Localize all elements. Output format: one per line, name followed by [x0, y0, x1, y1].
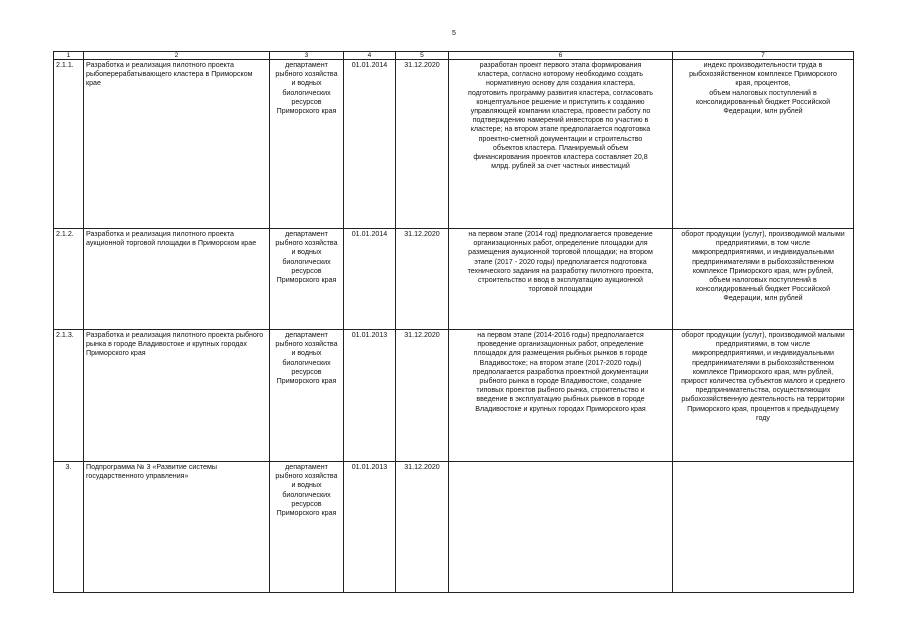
measure-name: Разработка и реализация пилотного проекта рыбного рынка в городе Владивостоке и крупных городах Приморского края — [84, 330, 270, 462]
column-number: 1 — [54, 52, 84, 60]
target-indicator: индекс производительности труда в рыбохозяйственном комплексе Приморского края, процентов, объем налоговых поступлений в консолидированный бюджет Российской Федерации, млн рублей — [673, 60, 854, 229]
responsible-department: департамент рыбного хозяйства и водных биологических ресурсов Приморского края — [270, 462, 344, 593]
expected-result: на первом этапе (2014-2016 годы) предполагается проведение организационных работ, определение площадок для размещения рыбных рынков в городе Владивостоке; на втором этапе (2017-2020 годы) предполагается разработка проектной документации рыбного рынка в городе Владивостоке, создание типовых проектов рыбного рынка, строительство и введение в эксплуатацию рыбных рынков в городе Владивостоке и крупных городах Приморского края — [449, 330, 673, 462]
row-number: 3. — [54, 462, 84, 593]
column-number: 5 — [396, 52, 449, 60]
expected-result: разработан проект первого этапа формирования кластера, согласно которому необходимо создать нормативную основу для создания кластера, подготовить программу развития кластера, согласовать концептуальное решение и приступить к созданию управляющей компании кластера, провести работу по подтверждению намерений инвесторов по участию в кластере; на втором этапе предполагается подготовка проектно-сметной документации и строительство объектов кластера. Планируемый объем финансирования проектов кластера составляет 20,8 млрд. рублей за счет частных инвестиций — [449, 60, 673, 229]
end-date: 31.12.2020 — [396, 330, 449, 462]
responsible-department: департамент рыбного хозяйства и водных биологических ресурсов Приморского края — [270, 229, 344, 330]
responsible-department: департамент рыбного хозяйства и водных биологических ресурсов Приморского края — [270, 60, 344, 229]
column-number: 2 — [84, 52, 270, 60]
expected-result: на первом этапе (2014 год) предполагается проведение организационных работ, определение площадки для размещения аукционной торговой площадки; на втором этапе (2017 - 2020 годы) предполагается подготовка технического задания на разработку пилотного проекта, строительство и ввод в эксплуатацию аукционной торговой площадки — [449, 229, 673, 330]
expected-result — [449, 462, 673, 593]
end-date: 31.12.2020 — [396, 229, 449, 330]
row-number: 2.1.3. — [54, 330, 84, 462]
column-number: 6 — [449, 52, 673, 60]
responsible-department: департамент рыбного хозяйства и водных биологических ресурсов Приморского края — [270, 330, 344, 462]
target-indicator — [673, 462, 854, 593]
column-number: 7 — [673, 52, 854, 60]
measure-name: Разработка и реализация пилотного проекта рыбоперерабатывающего кластера в Приморском крае — [84, 60, 270, 229]
column-number-row — [54, 52, 854, 60]
measures-table — [53, 51, 854, 593]
start-date: 01.01.2013 — [344, 330, 396, 462]
table-row — [54, 229, 854, 330]
start-date: 01.01.2013 — [344, 462, 396, 593]
target-indicator: оборот продукции (услуг), производимой малыми предприятиями, в том числе микропредприятиями, и индивидуальными предпринимателями в рыбохозяйственном комплексе Приморского края, млн рублей, прирост количества субъектов малого и среднего предпринимательства, осуществляющих рыбохозяйственную деятельность на территории Приморского края, процентов к предыдущему году — [673, 330, 854, 462]
end-date: 31.12.2020 — [396, 462, 449, 593]
start-date: 01.01.2014 — [344, 229, 396, 330]
measure-name: Подпрограмма № 3 «Развитие системы государственного управления» — [84, 462, 270, 593]
table-row — [54, 60, 854, 229]
table-row — [54, 330, 854, 462]
start-date: 01.01.2014 — [344, 60, 396, 229]
row-number: 2.1.2. — [54, 229, 84, 330]
measure-name: Разработка и реализация пилотного проекта аукционной торговой площадки в Приморском крае — [84, 229, 270, 330]
row-number: 2.1.1. — [54, 60, 84, 229]
end-date: 31.12.2020 — [396, 60, 449, 229]
page-number: 5 — [452, 30, 456, 37]
target-indicator: оборот продукции (услуг), производимой малыми предприятиями, в том числе микропредприятиями, и индивидуальными предпринимателями в рыбохозяйственном комплексе Приморского края, млн рублей, объем налоговых поступлений в консолидированный бюджет Российской Федерации, млн рублей — [673, 229, 854, 330]
table-row — [54, 462, 854, 593]
column-number: 3 — [270, 52, 344, 60]
column-number: 4 — [344, 52, 396, 60]
